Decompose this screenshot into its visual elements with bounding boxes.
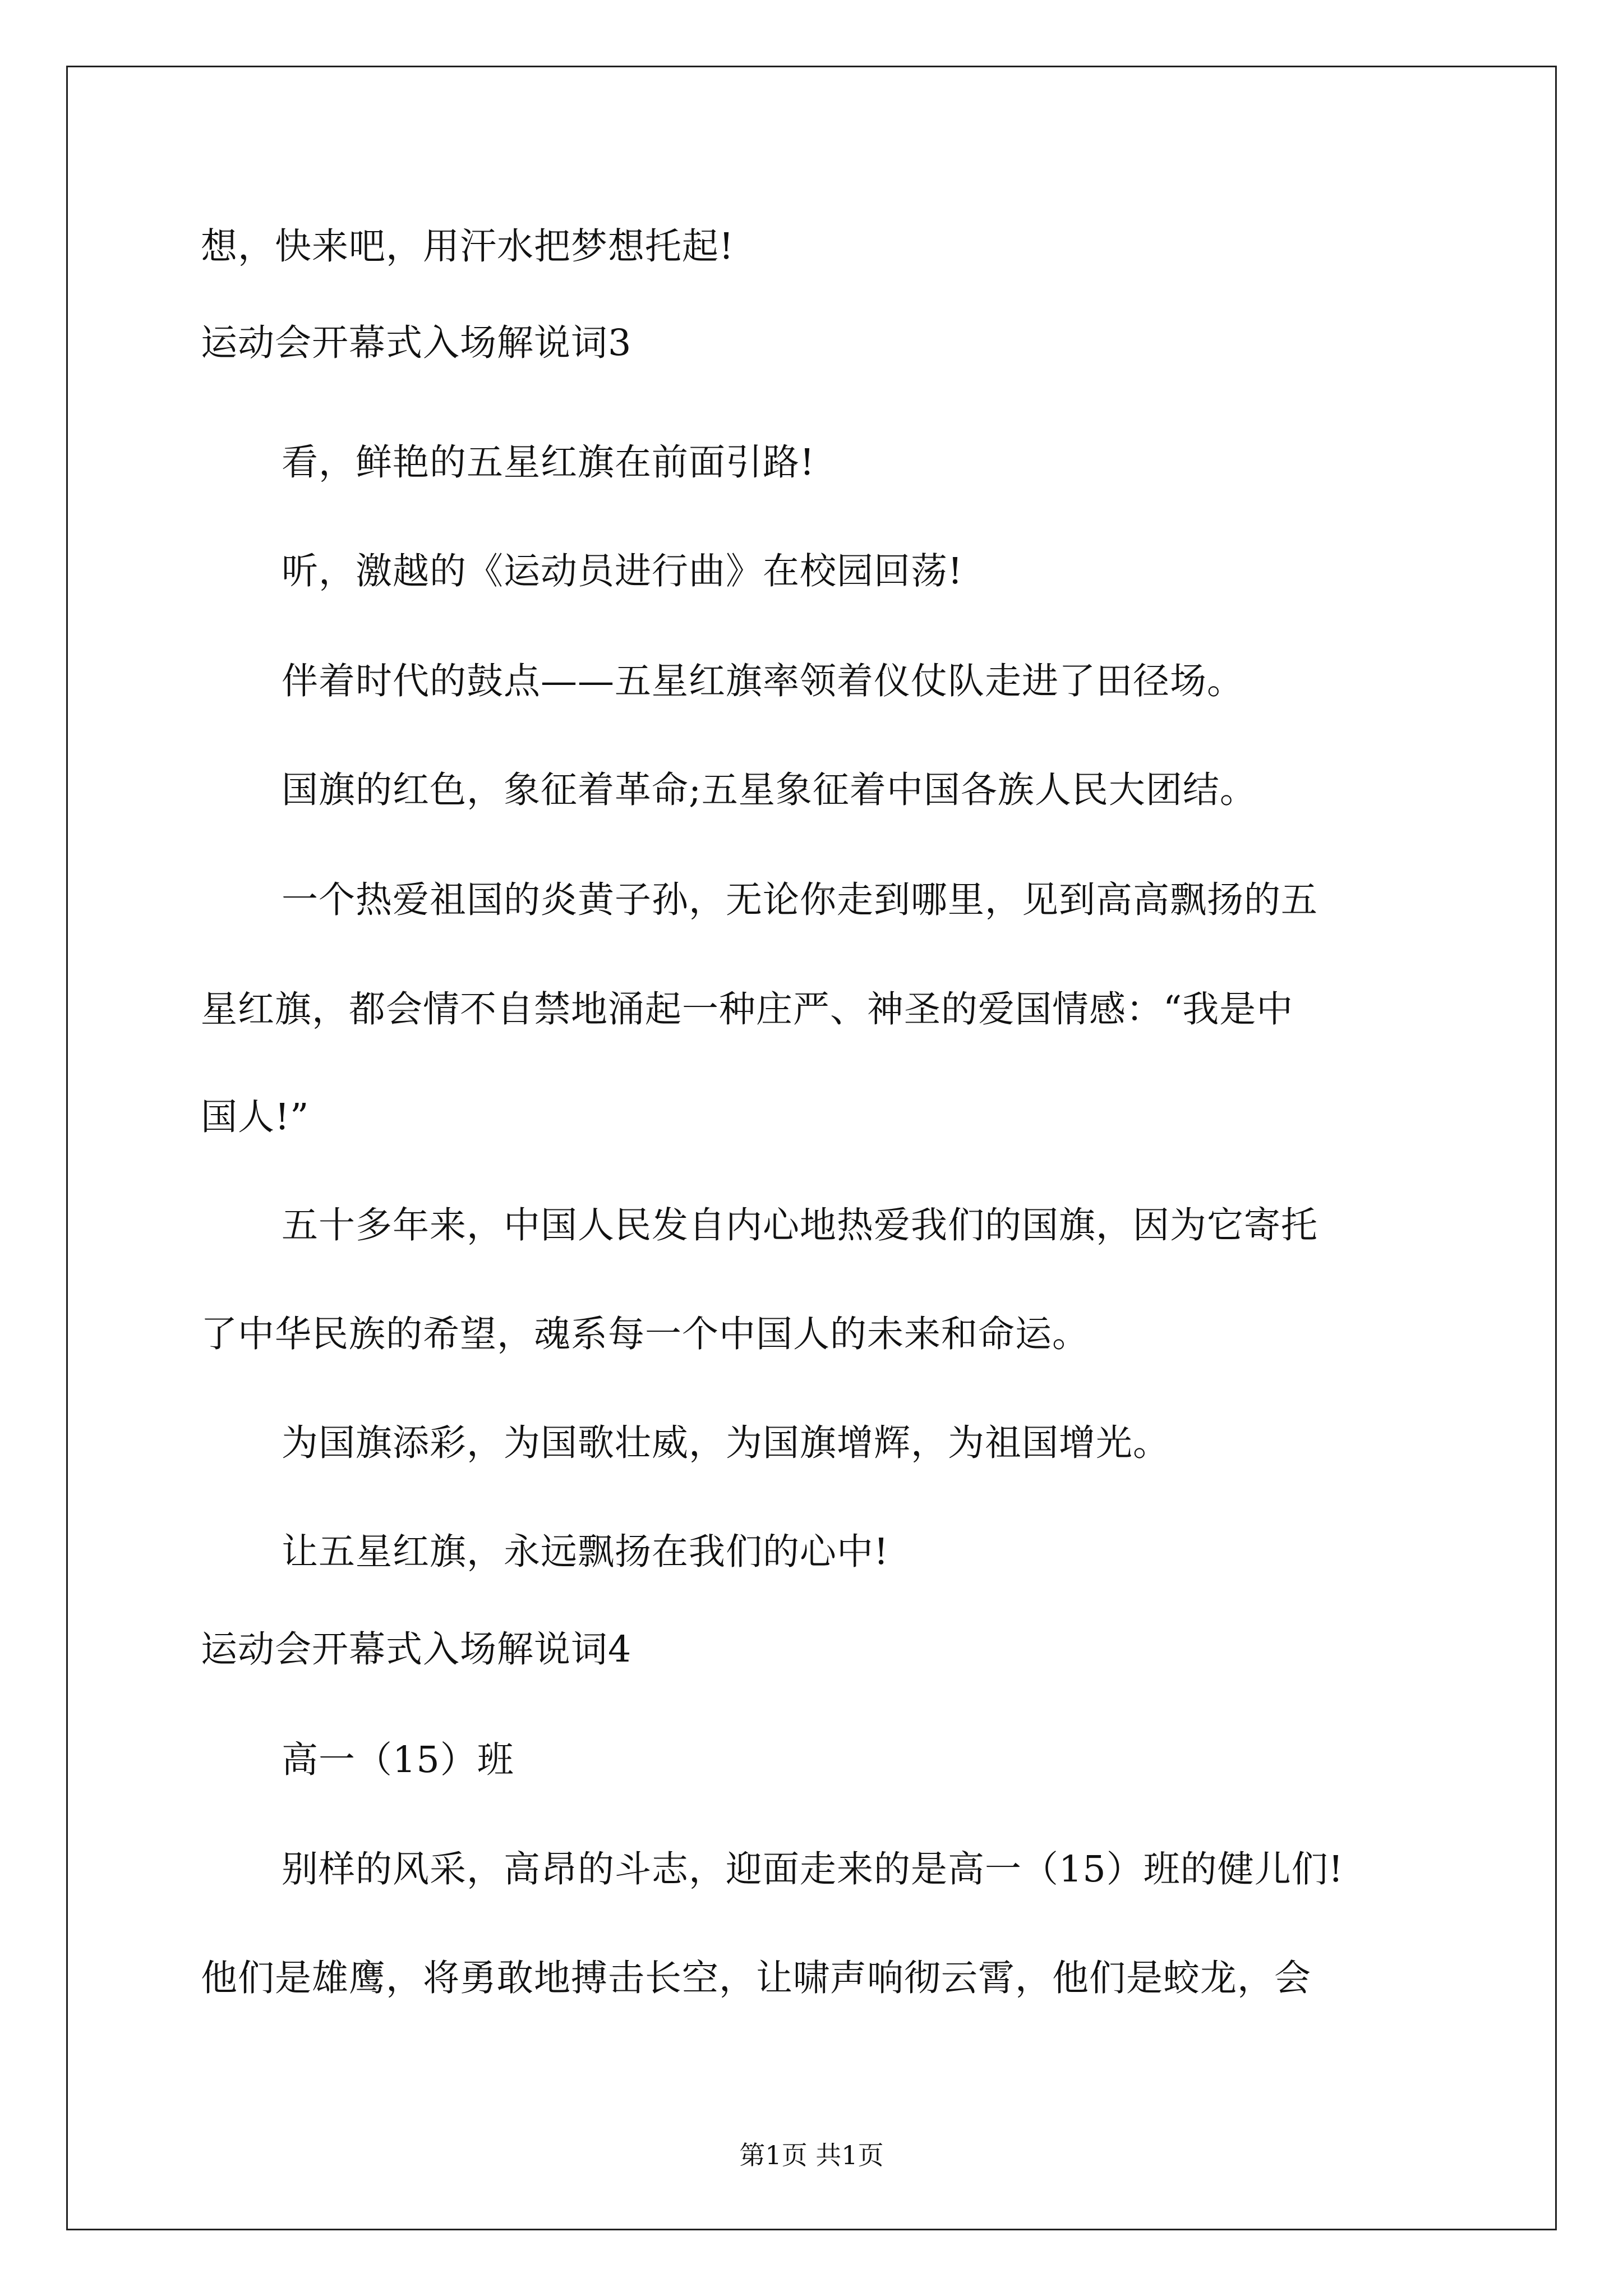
section-heading: 运动会开幕式入场解说词4: [201, 1628, 632, 1671]
text-line: 听，激越的《运动员进行曲》在校园回荡!: [282, 550, 963, 592]
page-footer: 第1页 共1页: [739, 2140, 884, 2170]
text-line: 国人!”: [201, 1096, 310, 1138]
section-heading: 运动会开幕式入场解说词3: [201, 322, 632, 364]
text-line: 高一（15）班: [282, 1739, 514, 1781]
text-line: 国旗的红色，象征着革命;五星象征着中国各族人民大团结。: [282, 769, 1257, 811]
text-line: 他们是雄鹰，将勇敢地搏击长空，让啸声响彻云霄，他们是蛟龙，会: [201, 1957, 1312, 1999]
page-border: [66, 66, 1557, 2230]
text-line: 看，鲜艳的五星红旗在前面引路!: [282, 441, 815, 484]
text-line: 让五星红旗，永远飘扬在我们的心中!: [282, 1531, 889, 1573]
text-line: 五十多年来，中国人民发自内心地热爱我们的国旗，因为它寄托: [282, 1204, 1318, 1246]
text-line: 星红旗，都会情不自禁地涌起一种庄严、神圣的爱国情感：“我是中: [201, 988, 1294, 1030]
text-line: 伴着时代的鼓点——五星红旗率领着仪仗队走进了田径场。: [282, 660, 1244, 702]
text-line: 别样的风采，高昂的斗志，迎面走来的是高一（15）班的健儿们!: [282, 1848, 1344, 1890]
text-line: 了中华民族的希望，魂系每一个中国人的未来和命运。: [201, 1313, 1090, 1355]
text-line: 为国旗添彩，为国歌壮威，为国旗增辉，为祖国增光。: [282, 1422, 1170, 1464]
text-line: 想，快来吧，用汗水把梦想托起!: [201, 226, 735, 268]
text-line: 一个热爱祖国的炎黄子孙，无论你走到哪里，见到高高飘扬的五: [282, 879, 1318, 921]
